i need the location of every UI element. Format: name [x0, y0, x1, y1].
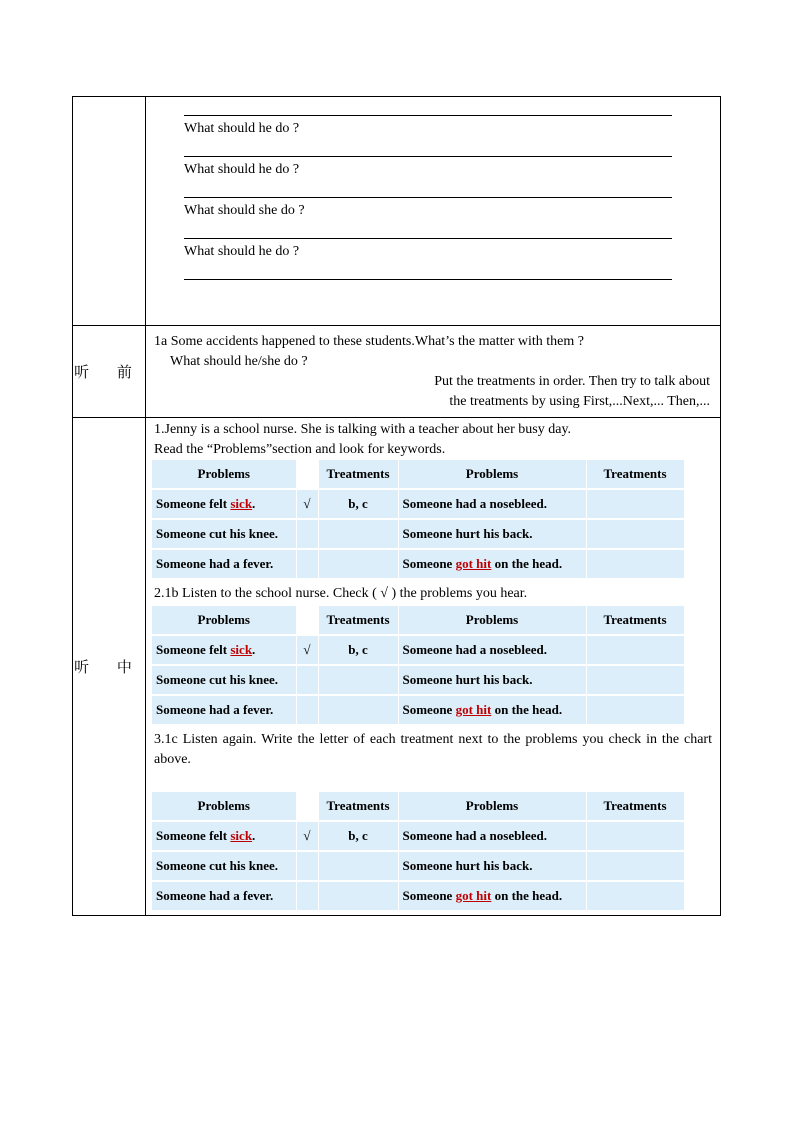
- problems-table-2: [152, 606, 685, 726]
- check-mark: √: [296, 821, 318, 851]
- problem-cell: Someone got hit on the head.: [398, 881, 586, 911]
- intro-text-2: Read the “Problems”section and look for keywords.: [154, 442, 446, 457]
- treatment-cell: [318, 851, 398, 881]
- pre-text-4: the treatments by using First,...Next,... Then,...: [449, 394, 710, 409]
- question-text: What should she do ?: [184, 203, 305, 218]
- treatment-cell: [586, 519, 684, 549]
- pre-text-2: What should he/she do ?: [170, 354, 308, 369]
- highlight-word: got hit: [455, 702, 492, 717]
- header-problems: Problems: [398, 460, 586, 489]
- problem-cell: Someone had a fever.: [152, 881, 296, 911]
- answer-line: [184, 156, 672, 197]
- problem-cell: Someone had a nosebleed.: [398, 489, 586, 519]
- treatment-cell: [586, 665, 684, 695]
- check-cell: [296, 851, 318, 881]
- check-cell: [296, 665, 318, 695]
- row-label-empty: [73, 97, 146, 326]
- while-listening-cell: [146, 418, 721, 916]
- treatment-cell: [586, 821, 684, 851]
- header-treatments: Treatments: [318, 606, 398, 635]
- treatment-cell: [586, 549, 684, 579]
- problem-cell: Someone felt sick.: [152, 489, 296, 519]
- header-problems: Problems: [152, 460, 296, 489]
- treatment-cell: b, c: [318, 489, 398, 519]
- treatment-cell: b, c: [318, 821, 398, 851]
- answer-line: [184, 197, 672, 238]
- pre-text-1: 1a Some accidents happened to these students.What’s the matter with them ?: [154, 334, 584, 349]
- header-spacer: [296, 606, 318, 635]
- treatment-cell: [586, 635, 684, 665]
- check-cell: [296, 519, 318, 549]
- task3-text: 3.1c Listen again. Write the letter of each treatment next to the problems you check in the chart above.: [154, 732, 712, 767]
- problem-cell: Someone had a fever.: [152, 695, 296, 725]
- check-cell: [296, 695, 318, 725]
- treatment-cell: [318, 695, 398, 725]
- header-problems: Problems: [152, 606, 296, 635]
- questions-cell: [146, 97, 721, 326]
- treatment-cell: [318, 519, 398, 549]
- problem-cell: Someone hurt his back.: [398, 665, 586, 695]
- row-label-while-listening: 听 中: [73, 418, 146, 916]
- header-treatments: Treatments: [586, 606, 684, 635]
- answer-line: [184, 238, 672, 279]
- problem-cell: Someone cut his knee.: [152, 519, 296, 549]
- problems-table-3: [152, 792, 685, 912]
- intro-text-1: 1.Jenny is a school nurse. She is talking with a teacher about her busy day.: [154, 422, 572, 437]
- check-cell: [296, 549, 318, 579]
- header-treatments: Treatments: [318, 460, 398, 489]
- answer-line: [184, 279, 672, 280]
- header-spacer: [296, 460, 318, 489]
- highlight-word: got hit: [455, 556, 492, 571]
- problem-cell: Someone had a fever.: [152, 549, 296, 579]
- header-problems: Problems: [152, 792, 296, 821]
- treatment-cell: [318, 881, 398, 911]
- question-text: What should he do ?: [184, 121, 300, 136]
- problem-cell: Someone hurt his back.: [398, 519, 586, 549]
- problem-cell: Someone had a nosebleed.: [398, 821, 586, 851]
- problem-cell: Someone felt sick.: [152, 635, 296, 665]
- header-spacer: [296, 792, 318, 821]
- problem-cell: Someone cut his knee.: [152, 851, 296, 881]
- header-problems: Problems: [398, 792, 586, 821]
- treatment-cell: b, c: [318, 635, 398, 665]
- problem-cell: Someone felt sick.: [152, 821, 296, 851]
- problem-cell: Someone had a nosebleed.: [398, 635, 586, 665]
- answer-line: [184, 115, 672, 156]
- pre-text-3: Put the treatments in order. Then try to talk about: [434, 374, 710, 389]
- treatment-cell: [318, 549, 398, 579]
- task2-text: 2.1b Listen to the school nurse. Check ( √ ) the problems you hear.: [154, 586, 528, 601]
- highlight-word: sick: [230, 496, 253, 511]
- check-cell: [296, 881, 318, 911]
- question-text: What should he do ?: [184, 162, 300, 177]
- problem-cell: Someone cut his knee.: [152, 665, 296, 695]
- check-mark: √: [296, 635, 318, 665]
- row-label-pre-listening: 听 前: [73, 326, 146, 418]
- treatment-cell: [586, 489, 684, 519]
- header-treatments: Treatments: [318, 792, 398, 821]
- highlight-word: sick: [230, 642, 253, 657]
- treatment-cell: [586, 881, 684, 911]
- header-treatments: Treatments: [586, 792, 684, 821]
- pre-listening-cell: [146, 326, 721, 418]
- highlight-word: got hit: [455, 888, 492, 903]
- problem-cell: Someone got hit on the head.: [398, 695, 586, 725]
- lesson-table: [72, 96, 721, 916]
- problem-cell: Someone got hit on the head.: [398, 549, 586, 579]
- header-treatments: Treatments: [586, 460, 684, 489]
- question-text: What should he do ?: [184, 244, 300, 259]
- treatment-cell: [318, 665, 398, 695]
- highlight-word: sick: [230, 828, 253, 843]
- check-mark: √: [296, 489, 318, 519]
- header-problems: Problems: [398, 606, 586, 635]
- problems-table-1: [152, 460, 685, 580]
- treatment-cell: [586, 851, 684, 881]
- treatment-cell: [586, 695, 684, 725]
- problem-cell: Someone hurt his back.: [398, 851, 586, 881]
